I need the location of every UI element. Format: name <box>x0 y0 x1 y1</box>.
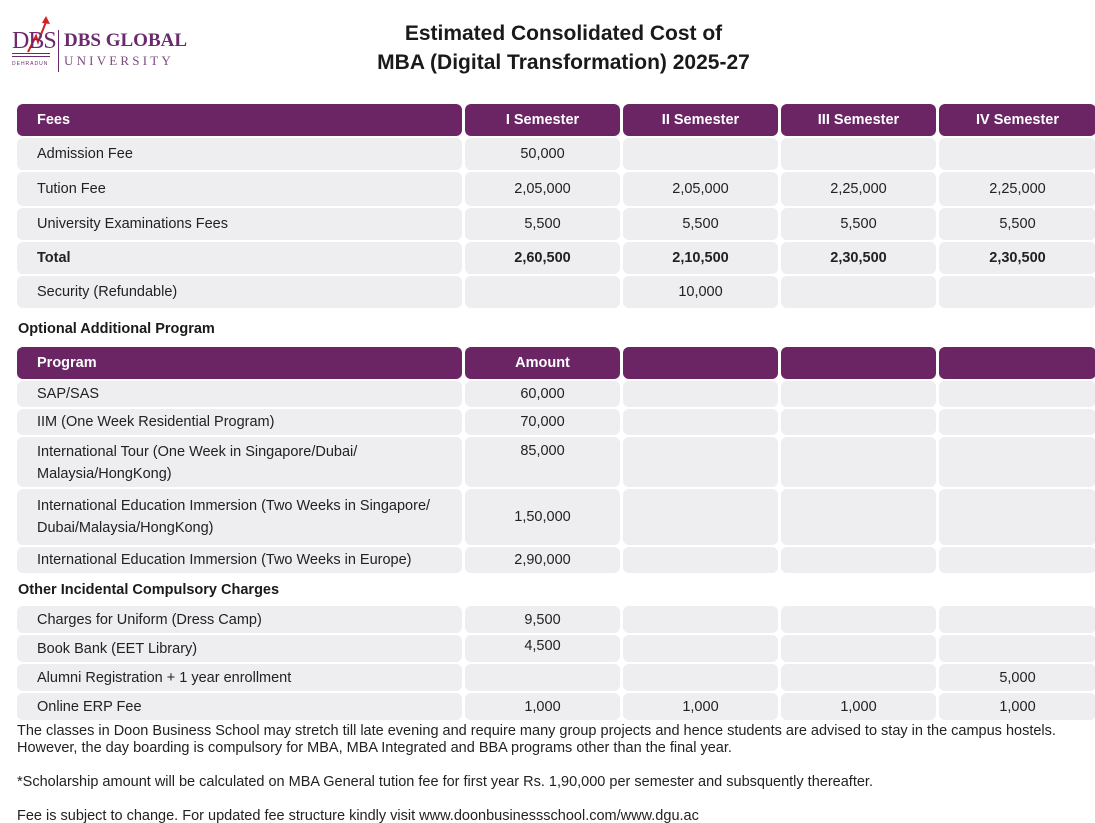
header-amount: Amount <box>465 347 620 379</box>
total-value: 2,10,500 <box>623 242 778 274</box>
row-value: 2,05,000 <box>465 172 620 206</box>
total-row <box>17 242 1095 274</box>
table-row <box>17 208 1095 240</box>
charge-value <box>623 664 778 691</box>
empty-cell <box>623 409 778 435</box>
row-value <box>939 276 1095 308</box>
charge-value: 1,000 <box>623 693 778 720</box>
charge-value <box>781 635 936 662</box>
row-value <box>781 138 936 170</box>
table-row <box>17 693 1095 720</box>
total-value: 2,30,500 <box>939 242 1095 274</box>
table-row <box>17 547 1095 573</box>
empty-cell <box>939 409 1095 435</box>
charge-value <box>781 664 936 691</box>
hostel-note: The classes in Doon Business School may stretch till late evening and require many group projects and hence students are advised to stay in the campus hostels. However, the day boarding is compulsory for MBA, MBA Integrated and BBA programs other than the final year. <box>17 723 1056 756</box>
table-row <box>17 437 1095 487</box>
row-value: 10,000 <box>623 276 778 308</box>
empty-cell <box>781 409 936 435</box>
page-title-line2: MBA (Digital Transformation) 2025-27 <box>377 51 750 74</box>
header-program: Program <box>17 347 462 379</box>
table-row <box>17 172 1095 206</box>
empty-cell <box>939 547 1095 573</box>
charge-label: Alumni Registration + 1 year enrollment <box>17 664 462 691</box>
row-value <box>465 276 620 308</box>
empty-cell <box>781 381 936 407</box>
charge-value: 5,000 <box>939 664 1095 691</box>
empty-cell <box>939 489 1095 545</box>
program-name: SAP/SAS <box>17 381 462 407</box>
row-value: 50,000 <box>465 138 620 170</box>
logo-mark: DBS <box>12 28 56 54</box>
row-value: 5,500 <box>939 208 1095 240</box>
table-row <box>17 276 1095 308</box>
empty-cell <box>623 437 778 487</box>
total-value: 2,30,500 <box>781 242 936 274</box>
program-name: International Education Immersion (Two Weeks in Europe) <box>17 547 462 573</box>
row-value: 2,25,000 <box>939 172 1095 206</box>
row-value <box>623 138 778 170</box>
row-value <box>939 138 1095 170</box>
header-fees: Fees <box>17 104 462 136</box>
row-label: Tution Fee <box>17 172 462 206</box>
charge-value <box>781 606 936 633</box>
fees-table-header <box>17 104 1095 136</box>
charge-label: Online ERP Fee <box>17 693 462 720</box>
row-value: 2,25,000 <box>781 172 936 206</box>
incidental-section-heading: Other Incidental Compulsory Charges <box>18 582 280 598</box>
row-label: Security (Refundable) <box>17 276 462 308</box>
charge-label: Book Bank (EET Library) <box>17 635 462 662</box>
page-title-line1: Estimated Consolidated Cost of <box>404 22 723 45</box>
logo-subtitle: UNIVERSITY <box>64 53 174 68</box>
program-name: IIM (One Week Residential Program) <box>17 409 462 435</box>
row-value: 5,500 <box>781 208 936 240</box>
program-amount: 60,000 <box>465 381 620 407</box>
table-row <box>17 409 1095 435</box>
row-value: 2,05,000 <box>623 172 778 206</box>
table-row <box>17 664 1095 691</box>
charge-value: 9,500 <box>465 606 620 633</box>
program-amount: 85,000 <box>465 437 620 487</box>
scholarship-note: *Scholarship amount will be calculated on MBA General tution fee for first year Rs. 1,90,000 per semester and subsquently thereafter. <box>17 774 873 790</box>
row-value <box>781 276 936 308</box>
header-sem1: I Semester <box>465 104 620 136</box>
row-label: University Examinations Fees <box>17 208 462 240</box>
logo-city: DEHRADUN <box>12 61 49 67</box>
charge-value <box>465 664 620 691</box>
optional-section-heading: Optional Additional Program <box>18 321 215 337</box>
header-sem2: II Semester <box>623 104 778 136</box>
empty-cell <box>623 489 778 545</box>
total-value: 2,60,500 <box>465 242 620 274</box>
charge-value <box>623 635 778 662</box>
optional-table-header <box>17 347 1095 379</box>
charge-value <box>939 635 1095 662</box>
row-value: 5,500 <box>623 208 778 240</box>
charge-value: 1,000 <box>465 693 620 720</box>
empty-cell <box>781 437 936 487</box>
program-name: International Tour (One Week in Singapore/Dubai/ Malaysia/HongKong) <box>17 437 462 487</box>
charge-value <box>939 606 1095 633</box>
header-empty <box>623 347 778 379</box>
table-row <box>17 138 1095 170</box>
fee-change-note: Fee is subject to change. For updated fee structure kindly visit www.doonbusinessschool.com/www.dgu.ac <box>17 808 699 823</box>
empty-cell <box>623 547 778 573</box>
program-name: International Education Immersion (Two Weeks in Singapore/ Dubai/Malaysia/HongKong) <box>17 489 462 545</box>
table-row <box>17 606 1095 633</box>
charge-value: 1,000 <box>781 693 936 720</box>
charge-value: 4,500 <box>465 635 620 662</box>
empty-cell <box>781 489 936 545</box>
charge-label: Charges for Uniform (Dress Camp) <box>17 606 462 633</box>
charge-value <box>623 606 778 633</box>
program-amount: 2,90,000 <box>465 547 620 573</box>
empty-cell <box>939 381 1095 407</box>
empty-cell <box>939 437 1095 487</box>
table-row <box>17 635 1095 662</box>
empty-cell <box>623 381 778 407</box>
logo-name: DBS GLOBAL <box>64 30 188 51</box>
program-amount: 70,000 <box>465 409 620 435</box>
row-value: 5,500 <box>465 208 620 240</box>
charge-value: 1,000 <box>939 693 1095 720</box>
header-empty <box>781 347 936 379</box>
empty-cell <box>781 547 936 573</box>
table-row <box>17 489 1095 545</box>
program-amount: 1,50,000 <box>465 489 620 545</box>
row-label: Admission Fee <box>17 138 462 170</box>
header-sem3: III Semester <box>781 104 936 136</box>
header-empty <box>939 347 1095 379</box>
total-label: Total <box>17 242 462 274</box>
header-sem4: IV Semester <box>939 104 1095 136</box>
table-row <box>17 381 1095 407</box>
